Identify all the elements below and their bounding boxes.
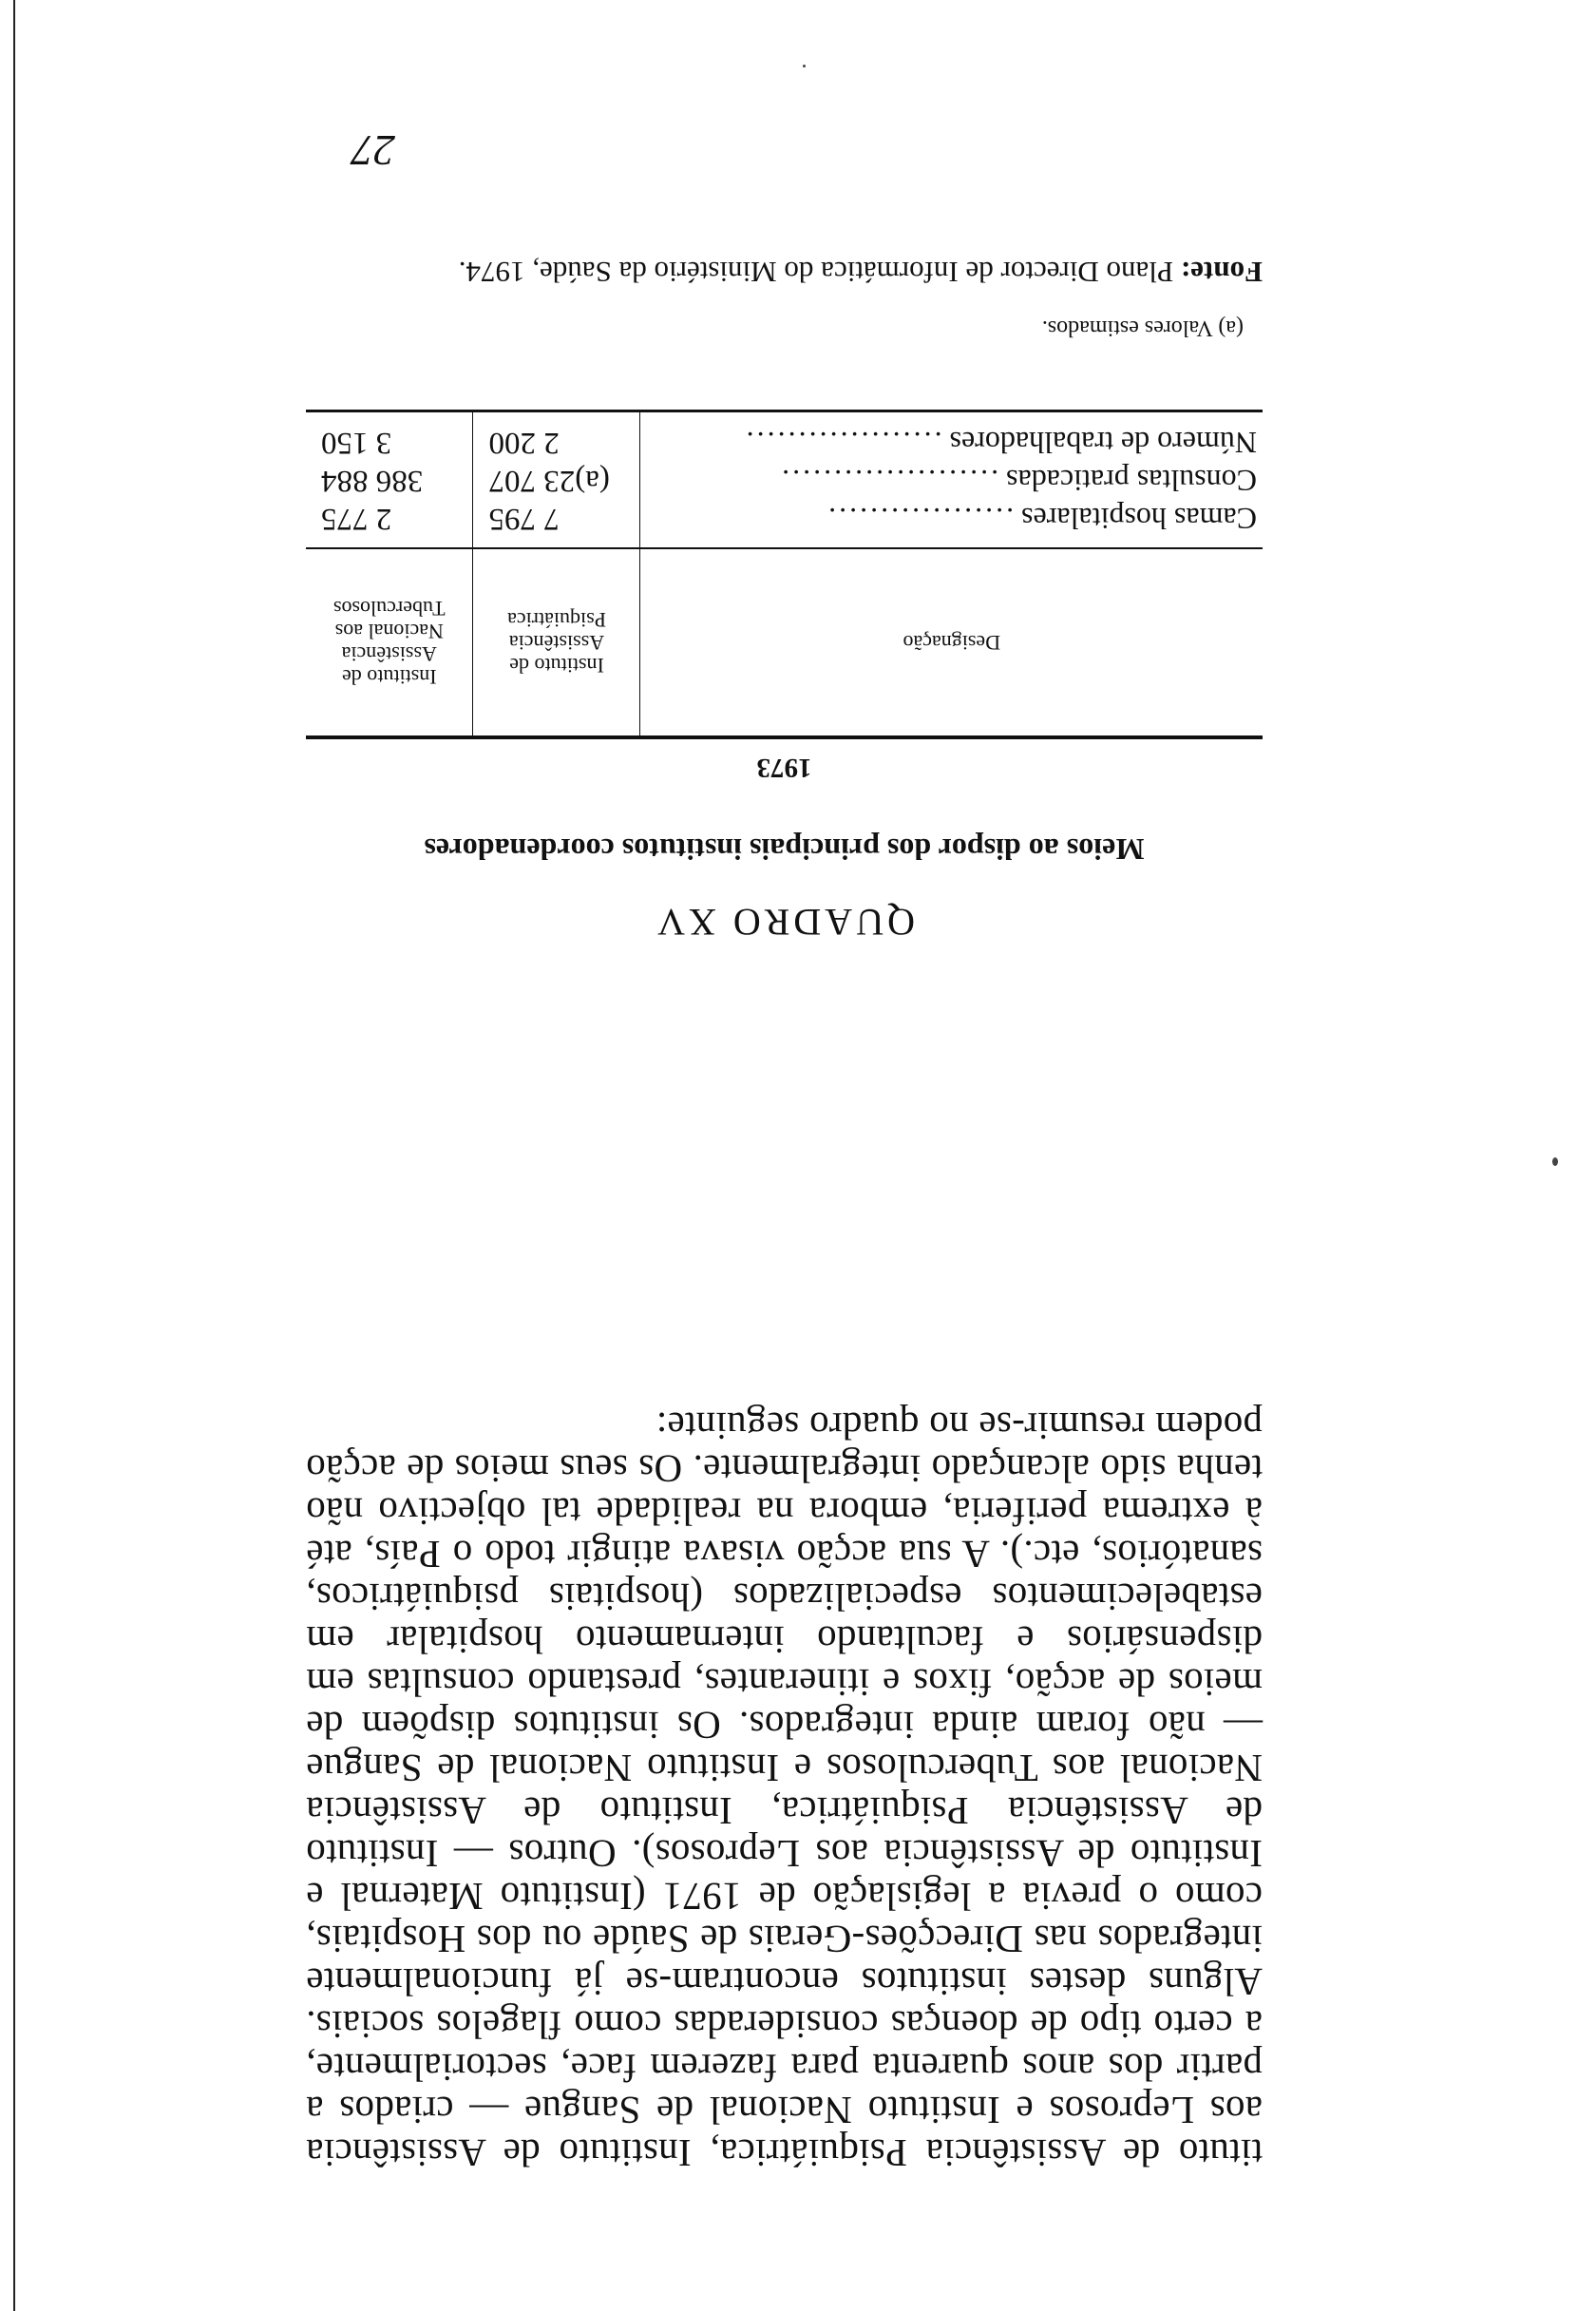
table-row — [306, 500, 1263, 548]
source-text: Plano Director de Informática do Ministério da Saúde, 1974. — [458, 256, 1174, 289]
table-row — [306, 462, 1263, 500]
body-paragraph: tituto de Assistência Psiquiátrica, Instituto de Assistência aos Leprosos e Instituto Nacional de Sangue — criados a partir dos anos quarenta para fazerem face, sectorialmente, a certo tipo de doenças consideradas como flagelos sociais. Alguns destes institutos encontram-se já funcionalmente integrados nas Direcções-Gerais de Saúde ou dos Hospitais, como o previa a legislação de 1971 (Instituto Maternal e Instituto de Assistência aos Leprosos). Outros — Instituto de Assistência Psiquiátrica, Instituto de Assistência Nacional aos Tuberculosos e Instituto Nacional de Sangue — não foram ainda integrados. Os institutos dispõem de meios de acção, fixos e itinerantes, prestando consultas em dispensários e facultando internamento hospitalar em estabelecimentos especializados (hospitais psiquiátricos, sanatórios, etc.). A sua acção visava atingir todo o País, até à extrema periferia, embora na realidade tal objectivo não tenha sido alcançado integralmente. Os seus meios de acção podem resumir-se no quadro seguinte: — [306, 1404, 1263, 2175]
table-header-row — [306, 548, 1263, 737]
header-designacao: Designação — [902, 631, 1001, 655]
row-label: Número de trabalhadores ................... — [743, 426, 1257, 461]
table-title: QUADRO XV — [654, 901, 915, 944]
source-label: Fonte: — [1180, 256, 1263, 289]
header-tuberculosos: Instituto de Assistência Nacional aos Tuberculosos — [306, 548, 473, 737]
table-row — [306, 411, 1263, 463]
cell-value: 3 150 — [306, 411, 473, 463]
row-label: Consultas praticadas ..................... — [779, 464, 1257, 499]
table-source — [306, 254, 1263, 290]
page-number: 27 — [352, 126, 395, 175]
cell-value: 2 775 — [306, 500, 473, 548]
cell-value: 2 200 — [473, 411, 640, 463]
table-year: 1973 — [756, 753, 812, 783]
cell-value: 386 884 — [306, 462, 473, 500]
table-footnote: (a) Valores estimados. — [1041, 315, 1244, 340]
cell-value: 7 795 — [473, 500, 640, 548]
cell-value: (a)23 707 — [473, 462, 640, 500]
data-table — [306, 410, 1263, 739]
row-label: Camas hospitalares .................. — [826, 502, 1257, 537]
table-subtitle: Meios ao dispor dos principais institutos coordenadores — [424, 832, 1145, 867]
header-psiquiatrica: Instituto de Assistência Psiquiátrica — [473, 548, 640, 737]
